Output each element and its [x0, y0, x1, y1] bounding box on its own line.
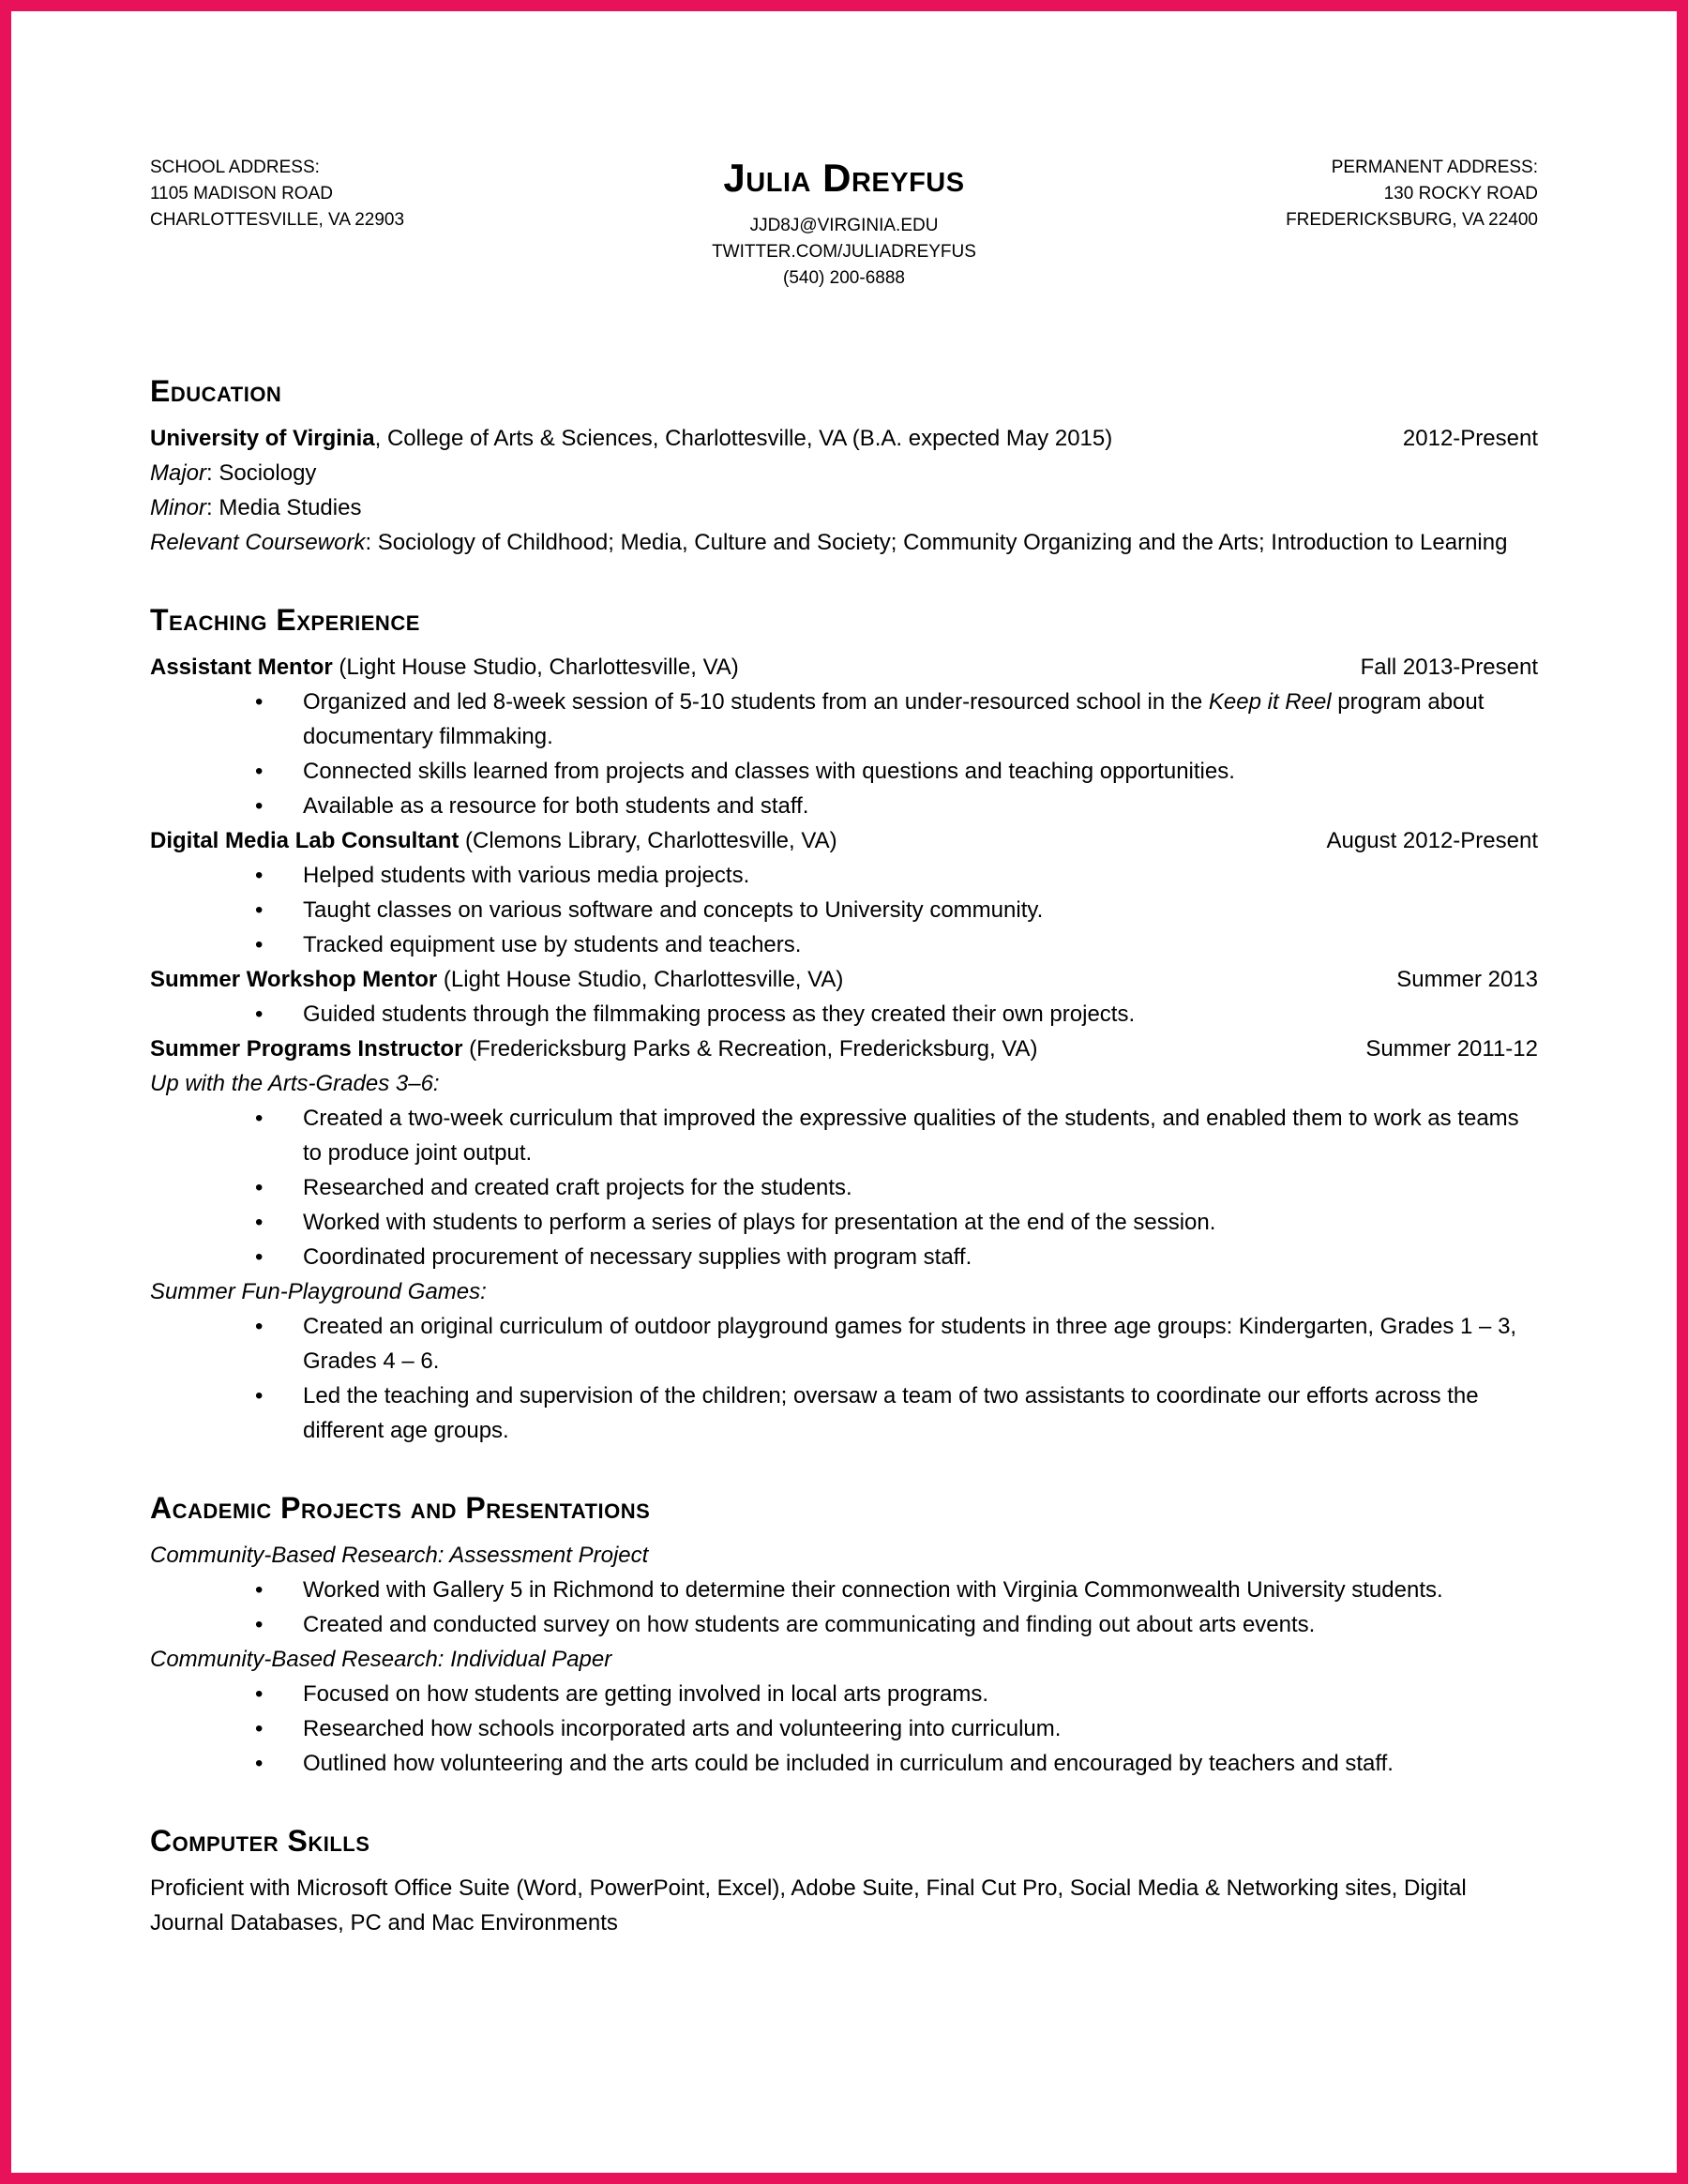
bullet-text: Tracked equipment use by students and teachers. [303, 932, 802, 957]
job-dates: Summer 2011-12 [1365, 1036, 1538, 1062]
job-dates: Summer 2013 [1396, 967, 1538, 992]
minor-value: : Media Studies [206, 495, 362, 520]
header [150, 155, 1538, 292]
job-title-lead [150, 650, 1361, 685]
bullet-text: Available as a resource for both students and staff. [303, 793, 809, 819]
job-title: Summer Programs Instructor [150, 1036, 463, 1062]
bullet-item [150, 1677, 1538, 1711]
bullet-text: Coordinated procurement of necessary supplies with program staff. [303, 1244, 972, 1270]
bullet-item [150, 789, 1538, 823]
contact-block [712, 213, 976, 292]
twitter-text: TWITTER.COM/JULIADREYFUS [712, 242, 976, 262]
bullet-text: Helped students with various media projects. [303, 863, 750, 888]
job-subgroup-label: Up with the Arts-Grades 3–6: [150, 1071, 440, 1096]
bullet-text: Focused on how students are getting involved in local arts programs. [303, 1681, 989, 1707]
job-bullet-list [150, 1101, 1538, 1274]
coursework-value: : Sociology of Childhood; Media, Culture and Society; Community Organizing and the Arts; Introduction to Learning [365, 530, 1508, 555]
bullet-item [150, 1573, 1538, 1607]
major-value: : Sociology [206, 460, 317, 486]
bullet-text: Researched and created craft projects for the students. [303, 1175, 852, 1200]
job-bullet-list [150, 685, 1538, 823]
job-title-line [150, 823, 1538, 858]
bullet-item [150, 1240, 1538, 1274]
job-title-line [150, 962, 1538, 997]
bullet-text: Led the teaching and supervision of the children; oversaw a team of two assistants to coordinate our efforts across the different age groups. [303, 1383, 1479, 1443]
school-address-line-1: 1105 MADISON ROAD [150, 184, 333, 203]
school-address-block [150, 155, 712, 233]
project-bullet-list [150, 1677, 1538, 1781]
bullet-text-italic: Keep it Reel [1208, 689, 1332, 715]
project-bullet-list [150, 1573, 1538, 1642]
job-title: Assistant Mentor [150, 655, 333, 680]
job-subgroup-label: Summer Fun-Playground Games: [150, 1279, 487, 1304]
section-education [150, 370, 1538, 560]
job-org: (Light House Studio, Charlottesville, VA) [332, 655, 739, 680]
job-title-line [150, 650, 1538, 685]
job-bullet-list [150, 1309, 1538, 1448]
skills-text: Proficient with Microsoft Office Suite (Word, PowerPoint, Excel), Adobe Suite, Final Cut Pro, Social Media & Networking sites, Digital Journal Databases, PC and Mac Environments [150, 1875, 1467, 1935]
education-heading: Education [150, 374, 282, 408]
major-label: Major [150, 460, 207, 486]
school-address-line-2: CHARLOTTESVILLE, VA 22903 [150, 210, 405, 230]
bullet-item [150, 858, 1538, 893]
job-bullet-list [150, 858, 1538, 962]
permanent-address-label: PERMANENT ADDRESS: [1331, 158, 1538, 177]
bullet-item [150, 1309, 1538, 1378]
education-entry-title [150, 421, 1538, 456]
education-dates: 2012-Present [1402, 426, 1538, 451]
skills-heading: Computer Skills [150, 1824, 370, 1858]
project-label: Community-Based Research: Assessment Project [150, 1543, 649, 1568]
education-institution-line [150, 421, 1403, 456]
job-dates: Fall 2013-Present [1360, 655, 1538, 680]
job-bullet-list [150, 997, 1538, 1032]
job-org: (Light House Studio, Charlottesville, VA) [437, 967, 844, 992]
bullet-item [150, 1711, 1538, 1746]
bullet-text: Created and conducted survey on how students are communicating and finding out about arts events. [303, 1612, 1316, 1637]
education-major-line [150, 456, 1538, 490]
education-institution-detail: , College of Arts & Sciences, Charlottesville, VA (B.A. expected May 2015) [374, 426, 1113, 451]
person-name: Julia Dreyfus [723, 156, 965, 200]
job-title-line [150, 1032, 1538, 1066]
bullet-item [150, 1607, 1538, 1642]
bullet-text: Organized and led 8-week session of 5-10 students from an under-resourced school in the [303, 689, 1209, 715]
school-address-label: SCHOOL ADDRESS: [150, 158, 320, 177]
minor-label: Minor [150, 495, 207, 520]
bullet-item [150, 1378, 1538, 1448]
bullet-text: Created a two-week curriculum that improved the expressive qualities of the students, and enabled them to work as teams to produce joint output. [303, 1106, 1519, 1166]
section-teaching-experience [150, 599, 1538, 1448]
bullet-item [150, 754, 1538, 789]
bullet-text: program about documentary filmmaking. [303, 689, 1485, 749]
phone-text: (540) 200-6888 [783, 268, 905, 288]
job-title-lead [150, 1032, 1365, 1066]
job-title-lead [150, 823, 1327, 858]
permanent-address-line-2: FREDERICKSBURG, VA 22400 [1286, 210, 1538, 230]
bullet-text: Created an original curriculum of outdoor playground games for students in three age groups: Kindergarten, Grades 1 – 3, Grades 4 – 6. [303, 1314, 1517, 1374]
job-org: (Clemons Library, Charlottesville, VA) [459, 828, 837, 853]
bullet-item [150, 1170, 1538, 1205]
permanent-address-block [976, 155, 1538, 233]
bullet-item [150, 1746, 1538, 1781]
coursework-label: Relevant Coursework [150, 530, 366, 555]
bullet-text: Outlined how volunteering and the arts could be included in curriculum and encouraged by teachers and staff. [303, 1751, 1394, 1776]
header-center [712, 155, 976, 292]
permanent-address-line-1: 130 ROCKY ROAD [1383, 184, 1538, 203]
email-text: JJD8J@VIRGINIA.EDU [749, 216, 939, 235]
bullet-item [150, 1205, 1538, 1240]
job-dates: August 2012-Present [1326, 828, 1538, 853]
bullet-item [150, 927, 1538, 962]
bullet-item [150, 685, 1538, 754]
section-computer-skills [150, 1820, 1538, 1940]
bullet-text: Researched how schools incorporated arts and volunteering into curriculum. [303, 1716, 1062, 1741]
teaching-heading: Teaching Experience [150, 603, 420, 637]
project-label: Community-Based Research: Individual Paper [150, 1647, 612, 1672]
bullet-item [150, 893, 1538, 927]
bullet-text: Taught classes on various software and concepts to University community. [303, 897, 1044, 923]
job-title: Summer Workshop Mentor [150, 967, 438, 992]
bullet-item [150, 1101, 1538, 1170]
academic-heading: Academic Projects and Presentations [150, 1491, 651, 1525]
bullet-text: Worked with Gallery 5 in Richmond to determine their connection with Virginia Commonwealth University students. [303, 1577, 1443, 1603]
bullet-text: Guided students through the filmmaking process as they created their own projects. [303, 1002, 1136, 1027]
bullet-item [150, 997, 1538, 1032]
bullet-text: Worked with students to perform a series of plays for presentation at the end of the session. [303, 1210, 1216, 1235]
section-academic-projects [150, 1487, 1538, 1781]
job-title-lead [150, 962, 1396, 997]
education-coursework-line [150, 525, 1538, 560]
education-minor-line [150, 490, 1538, 525]
bullet-text: Connected skills learned from projects and classes with questions and teaching opportunities. [303, 759, 1235, 784]
job-title: Digital Media Lab Consultant [150, 828, 460, 853]
job-org: (Fredericksburg Parks & Recreation, Fredericksburg, VA) [462, 1036, 1038, 1062]
education-institution: University of Virginia [150, 426, 375, 451]
